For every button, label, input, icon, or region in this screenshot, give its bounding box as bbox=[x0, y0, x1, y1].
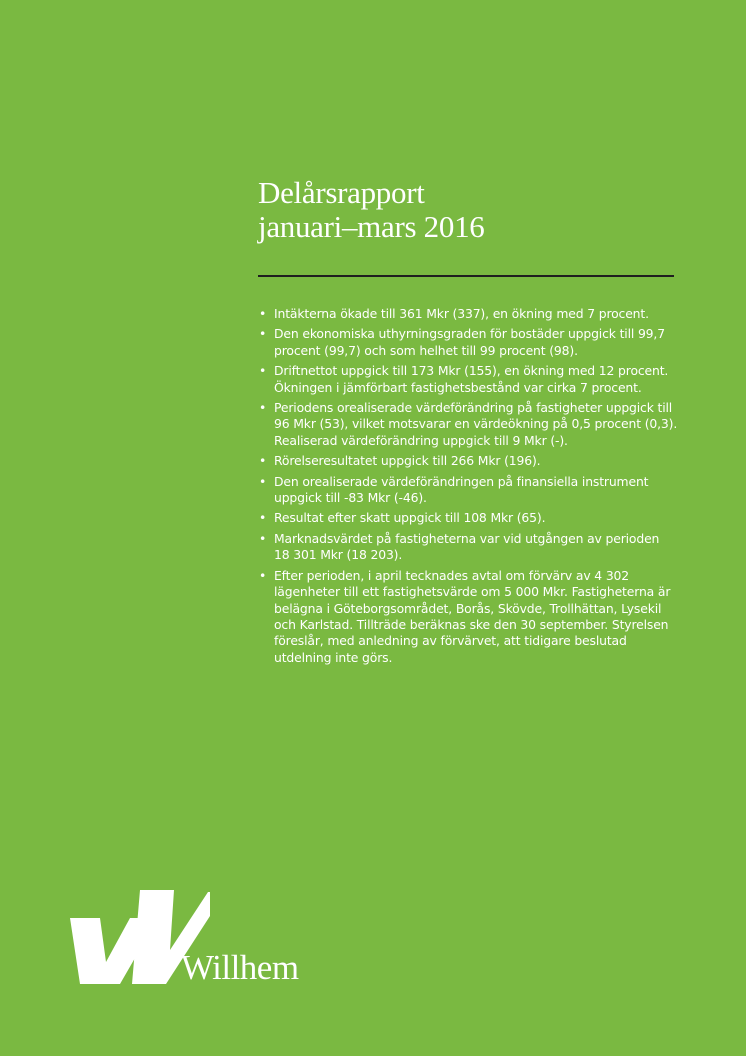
list-item bbox=[258, 568, 678, 666]
list-item bbox=[258, 510, 678, 526]
list-item-text: Resultat efter skatt uppgick till 108 Mkr (65). bbox=[274, 510, 546, 526]
list-item bbox=[258, 453, 678, 469]
report-title-line-1: Delårsrapport bbox=[258, 175, 425, 210]
list-item bbox=[258, 400, 678, 449]
bullet-dot: • bbox=[259, 473, 267, 489]
highlights-list bbox=[258, 306, 678, 670]
list-item bbox=[258, 326, 678, 359]
list-item bbox=[258, 306, 678, 322]
bullet-dot: • bbox=[259, 453, 267, 469]
bullet-dot: • bbox=[259, 400, 267, 416]
list-item-text: Periodens orealiserade värdeförändring på fastigheter uppgick till 96 Mkr (53), vilket motsvarar en värdeökning på 0,5 procent (0,3). Realiserad värdeförändring uppgick till 9 Mkr (-). bbox=[274, 400, 678, 448]
bullet-dot: • bbox=[259, 567, 267, 583]
list-item-text: Marknadsvärdet på fastigheterna var vid utgången av perioden 18 301 Mkr (18 203). bbox=[274, 530, 660, 563]
title-divider bbox=[258, 275, 674, 277]
bullet-dot: • bbox=[259, 363, 267, 379]
bullet-dot: • bbox=[259, 306, 267, 321]
list-item bbox=[258, 531, 678, 564]
list-item bbox=[258, 474, 678, 507]
brand-wordmark: Willhem bbox=[181, 948, 299, 987]
list-item-text: Driftnettot uppgick till 173 Mkr (155), en ökning med 12 procent. Ökningen i jämförbart fastighetsbestånd var cirka 7 procent. bbox=[274, 363, 669, 395]
list-item-text: Intäkterna ökade till 361 Mkr (337), en ökning med 7 procent. bbox=[274, 306, 649, 321]
list-item-text: Den orealiserade värdeförändringen på finansiella instrument uppgick till -83 Mkr (-46). bbox=[274, 473, 649, 506]
report-title-line-2: januari–mars 2016 bbox=[258, 209, 485, 244]
list-item bbox=[258, 363, 678, 396]
bullet-dot: • bbox=[259, 326, 267, 342]
report-title bbox=[258, 176, 678, 244]
bullet-dot: • bbox=[259, 530, 267, 546]
list-item-text: Rörelseresultatet uppgick till 266 Mkr (196). bbox=[274, 453, 541, 469]
bullet-dot: • bbox=[259, 510, 267, 526]
list-item-text: Den ekonomiska uthyrningsgraden för bostäder uppgick till 99,7 procent (99,7) och som helhet till 99 procent (98). bbox=[274, 326, 665, 358]
list-item-text: Efter perioden, i april tecknades avtal om förvärv av 4 302 lägenheter till ett fastighetsvärde om 5 000 Mkr. Fastigheterna är belägna i Göteborgsområdet, Borås, Skövde, Trollhättan, Lysekil och Karlstad. Tillträde beräknas ske den 30 september. Styrelsen föreslår, med anledning av förvärvet, att tidigare beslutad utdelning inte görs. bbox=[274, 567, 671, 665]
